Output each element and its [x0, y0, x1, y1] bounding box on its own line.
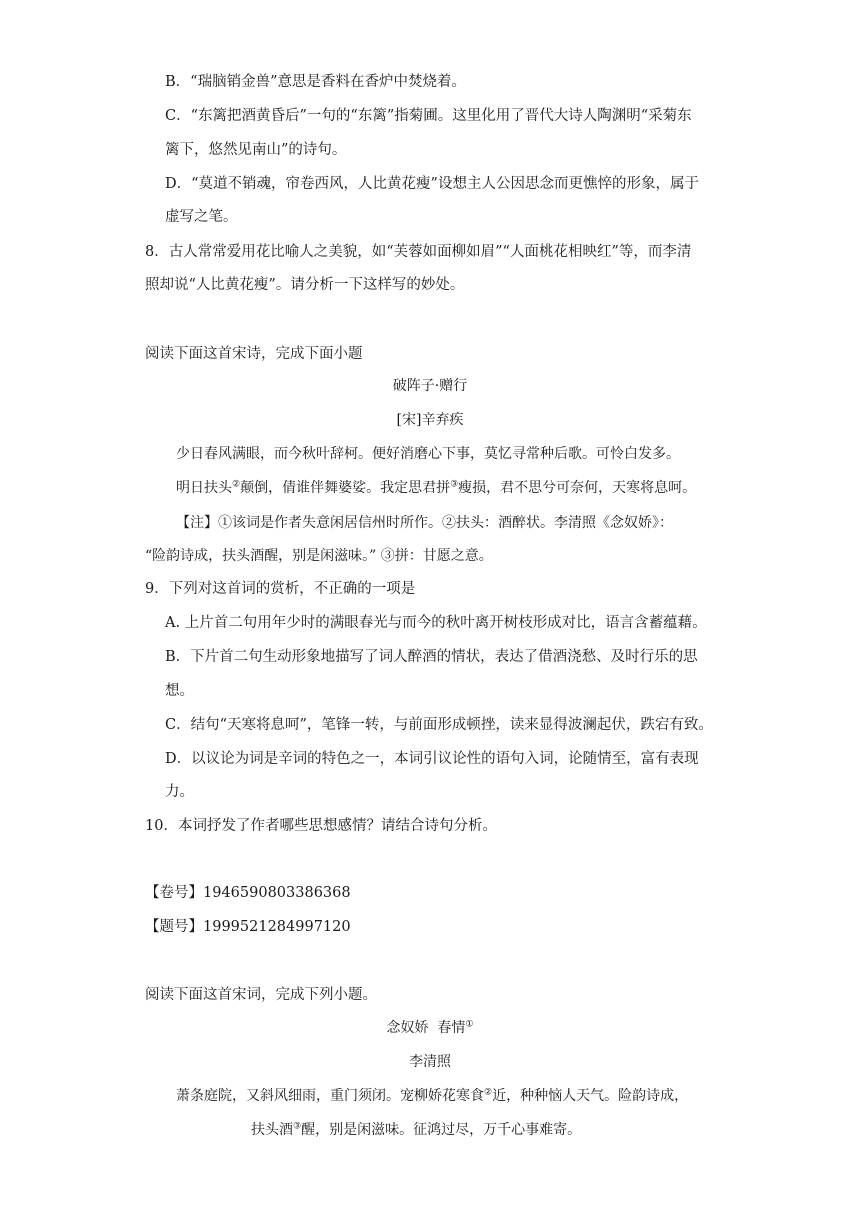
q7-option-c-line1: C．“东篱把酒黄昏后”一句的“东篱”指菊圃。这里化用了晋代大诗人陶渊明“采菊东 [165, 108, 692, 124]
question-number: 【题号】1999521284997120 [145, 919, 351, 935]
poem3-title: 念奴娇 春情① [386, 1019, 474, 1036]
q7-option-b: B．“瑞脑销金兽”意思是香料在香炉中焚烧着。 [165, 74, 466, 90]
q9-option-d-line2: 力。 [165, 784, 194, 800]
poem3-author: 李清照 [409, 1054, 451, 1070]
q10-stem: 10．本词抒发了作者哪些思想感情？请结合诗句分析。 [145, 818, 497, 834]
poem2-note-line1: 【注】①该词是作者失意闲居信州时所作。②扶头：酒醉状。李清照《念奴娇》： [176, 515, 673, 531]
q7-option-d-line2: 虚写之笔。 [165, 209, 238, 225]
section2-instruction: 阅读下面这首宋诗，完成下面小题 [145, 346, 363, 362]
q8-stem-line2: 照却说“人比黄花瘦”。请分析一下这样写的妙处。 [145, 277, 465, 293]
q9-option-b-line1: B．下片首二句生动形象地描写了词人醉酒的情状，表达了借酒浇愁、及时行乐的思 [165, 649, 698, 665]
q9-option-a: A. 上片首二句用年少时的满眼春光与而今的秋叶离开树枝形成对比，语言含蓄蕴藉。 [165, 615, 707, 631]
poem2-title: 破阵子·赠行 [392, 378, 468, 394]
q9-option-b-line2: 想。 [165, 683, 194, 699]
q8-stem-line1: 8．古人常常爱用花比喻人之美貌，如“芙蓉如面柳如眉”“人面桃花相映红”等，而李清 [145, 244, 692, 260]
section3-instruction: 阅读下面这首宋词，完成下列小题。 [145, 987, 377, 1003]
q9-option-d-line1: D．以议论为词是辛词的特色之一，本词引议论性的语句入词，论随情至，富有表现 [165, 751, 699, 767]
poem2-line1: 少日春风满眼，而今秋叶辞柯。便好消磨心下事，莫忆寻常种后歌。可怜白发多。 [176, 446, 680, 462]
q7-option-c-line2: 篱下，悠然见南山”的诗句。 [165, 142, 347, 158]
poem2-line2: 明日扶头②颠倒，倩谁伴舞婆娑。我定思君拼③瘦损，君不思兮可奈何，天寒将息呵。 [176, 479, 697, 496]
volume-number: 【卷号】1946590803386368 [145, 885, 351, 901]
poem2-note-line2: “险韵诗成，扶头酒醒，别是闲滋味。” ③拼：甘愿之意。 [145, 548, 493, 564]
poem2-author: [宋]辛弃疾 [396, 412, 464, 428]
q9-stem: 9．下列对这首词的赏析，不正确的一项是 [145, 581, 416, 597]
poem3-line1: 萧条庭院，又斜风细雨，重门须闭。宠柳娇花寒食②近，种种恼人天气。险韵诗成， [176, 1087, 689, 1104]
poem3-line2: 扶头酒③醒，别是闲滋味。征鸿过尽，万千心事难寄。 [251, 1121, 582, 1138]
q7-option-d-line1: D．“莫道不销魂，帘卷西风，人比黄花瘦”设想主人公因思念而更憔悴的形象，属于 [165, 176, 699, 192]
q9-option-c: C．结句“天寒将息呵”，笔锋一转，与前面形成顿挫，读来显得波澜起伏，跌宕有致。 [165, 717, 713, 733]
